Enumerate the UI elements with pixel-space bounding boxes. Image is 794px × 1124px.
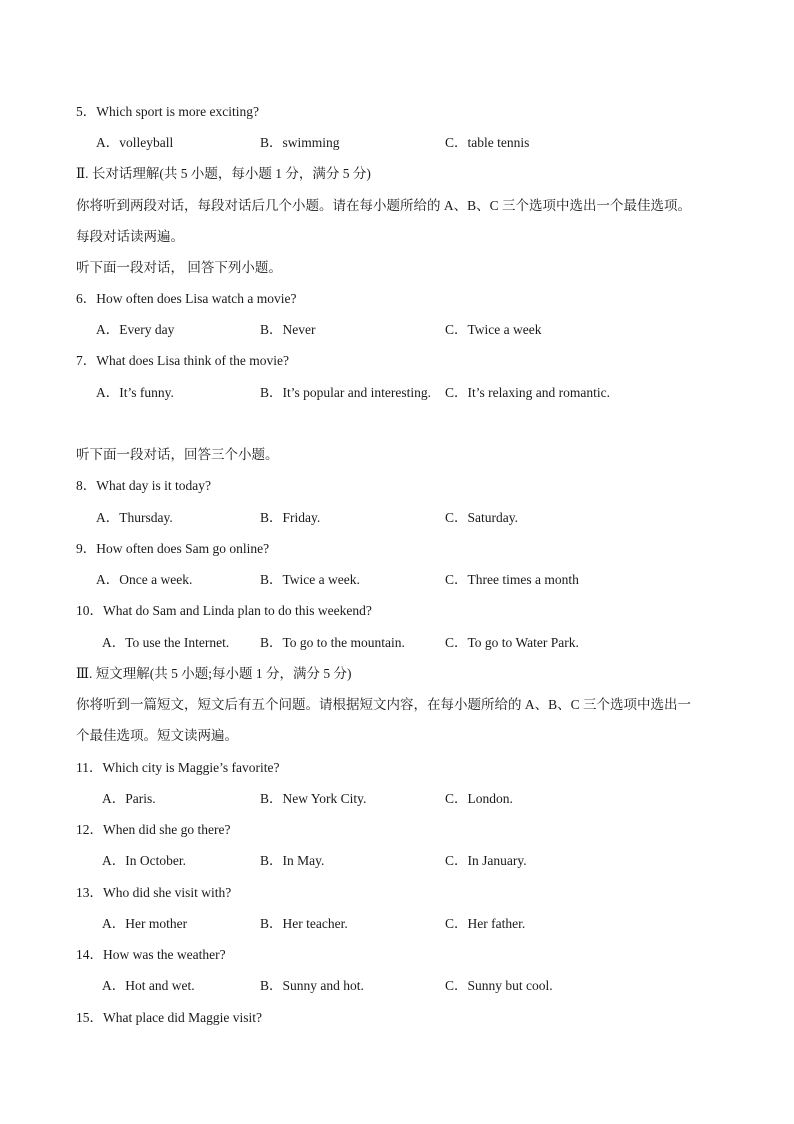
option-10c: C．To go to Water Park. — [445, 635, 579, 650]
question-14: 14．How was the weather? — [76, 947, 226, 962]
option-12b: B．In May. — [260, 853, 325, 868]
option-12a: A．In October. — [102, 853, 186, 868]
option-6b: B．Never — [260, 322, 316, 337]
question-8: 8．What day is it today? — [76, 478, 211, 493]
option-11c: C．London. — [445, 791, 513, 806]
section-2-heading: Ⅱ. 长对话理解(共 5 小题，每小题 1 分，满分 5 分) — [76, 166, 371, 181]
question-12: 12．When did she go there? — [76, 822, 231, 837]
option-9a: A．Once a week. — [96, 572, 193, 587]
option-7a: A．It’s funny. — [96, 385, 174, 400]
dialogue-2-intro: 听下面一段对话，回答三个小题。 — [76, 447, 279, 462]
option-14c: C．Sunny but cool. — [445, 978, 553, 993]
section-3-instructions-2: 个最佳选项。短文读两遍。 — [76, 728, 238, 743]
option-5a: A．volleyball — [96, 135, 174, 150]
option-9c: C．Three times a month — [445, 572, 579, 587]
option-13a: A．Her mother — [102, 916, 188, 931]
option-11a: A．Paris. — [102, 791, 156, 806]
option-8b: B．Friday. — [260, 510, 321, 525]
question-7: 7．What does Lisa think of the movie? — [76, 353, 289, 368]
question-10: 10．What do Sam and Linda plan to do this weekend? — [76, 603, 372, 618]
section-2-instructions-2: 每段对话读两遍。 — [76, 229, 184, 244]
option-7c: C．It’s relaxing and romantic. — [445, 385, 610, 400]
option-11b: B．New York City. — [260, 791, 367, 806]
question-5: 5．Which sport is more exciting? — [76, 104, 259, 119]
question-9: 9．How often does Sam go online? — [76, 541, 270, 556]
option-12c: C．In January. — [445, 853, 527, 868]
section-3-instructions-1: 你将听到一篇短文，短文后有五个问题。请根据短文内容，在每小题所给的 A、B、C 三个选项中选出一 — [76, 697, 692, 712]
option-8a: A．Thursday. — [96, 510, 173, 525]
option-6c: C．Twice a week — [445, 322, 542, 337]
option-7b: B．It’s popular and interesting. — [260, 385, 431, 400]
option-14b: B．Sunny and hot. — [260, 978, 364, 993]
dialogue-1-intro: 听下面一段对话， 回答下列小题。 — [76, 260, 282, 275]
question-13: 13．Who did she visit with? — [76, 885, 232, 900]
option-10b: B．To go to the mountain. — [260, 635, 405, 650]
option-13c: C．Her father. — [445, 916, 526, 931]
option-9b: B．Twice a week. — [260, 572, 360, 587]
section-2-instructions-1: 你将听到两段对话，每段对话后几个小题。请在每小题所给的 A、B、C 三个选项中选出一个最佳选项。 — [76, 198, 692, 213]
option-10a: A．To use the Internet. — [102, 635, 230, 650]
option-14a: A．Hot and wet. — [102, 978, 195, 993]
question-11: 11．Which city is Maggie’s favorite? — [76, 760, 280, 775]
option-6a: A．Every day — [96, 322, 175, 337]
option-8c: C．Saturday. — [445, 510, 518, 525]
section-3-heading: Ⅲ. 短文理解(共 5 小题;每小题 1 分，满分 5 分) — [76, 666, 352, 681]
question-15: 15．What place did Maggie visit? — [76, 1010, 262, 1025]
option-5c: C．table tennis — [445, 135, 530, 150]
option-13b: B．Her teacher. — [260, 916, 348, 931]
option-5b: B．swimming — [260, 135, 340, 150]
question-6: 6．How often does Lisa watch a movie? — [76, 291, 297, 306]
